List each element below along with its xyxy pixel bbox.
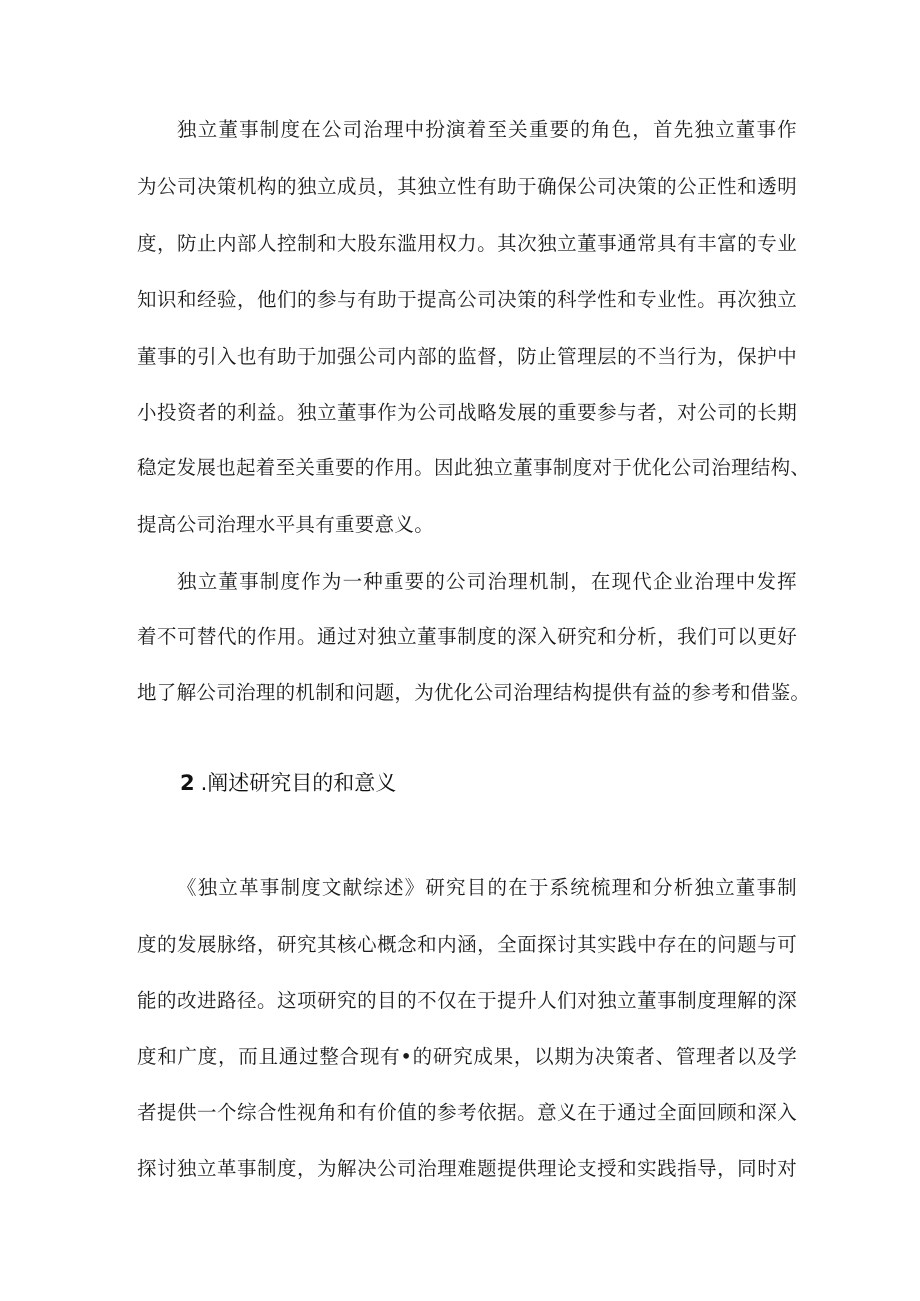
paragraph-line: 《独立革事制度文献综述》研究目的在于系统梳理和分析独立董事制 bbox=[177, 876, 797, 899]
paragraph-line: 能的改进路径。这项研究的目的不仅在于提升人们对独立董事制度理解的深 bbox=[137, 989, 797, 1012]
paragraph-line: 度，防止内部人控制和大股东滥用权力。其次独立董事通常具有丰富的专业 bbox=[137, 232, 797, 255]
paragraph-line: 独立董事制度在公司治理中扮演着至关重要的角色，首先独立董事作 bbox=[177, 118, 797, 141]
paragraph-line: 探讨独立革事制度，为解决公司治理难题提供理论支授和实践指导，同时对 bbox=[137, 1157, 797, 1180]
paragraph-line: 小投资者的利益。独立董事作为公司战略发展的重要参与者，对公司的长期 bbox=[137, 401, 797, 424]
paragraph-line: 度和广度，而且通过整合现有•的研究成果，以期为决策者、管理者以及学 bbox=[137, 1045, 797, 1068]
section-heading bbox=[180, 770, 396, 796]
paragraph-line: 地了解公司治理的机制和问题，为优化公司治理结构提供有益的参考和借鉴。 bbox=[137, 681, 811, 704]
paragraph-line: 提高公司治理水平具有重要意义。 bbox=[137, 513, 435, 536]
paragraph-line: 稳定发展也起着至关重要的作用。因此独立董事制度对于优化公司治理结构、 bbox=[137, 456, 811, 479]
section-number: 2 bbox=[180, 771, 195, 795]
paragraph-line: 者提供一个综合性视角和有价值的参考依据。意义在于通过全面回顾和深入 bbox=[137, 1101, 797, 1124]
paragraph-line: 着不可替代的作用。通过对独立董事制度的深入研究和分析，我们可以更好 bbox=[137, 625, 797, 648]
paragraph-line: 知识和经验，他们的参与有助于提高公司决策的科学性和专业性。再次独立 bbox=[137, 288, 797, 311]
paragraph-line: 度的发展脉络，研究其核心概念和内涵，全面探讨其实践中存在的问题与可 bbox=[137, 933, 797, 956]
paragraph-line: 独立董事制度作为一种重要的公司治理机制，在现代企业治理中发挥 bbox=[177, 570, 797, 593]
paragraph-line: 董事的引入也有助于加强公司内部的监督，防止管理层的不当行为，保护中 bbox=[137, 345, 797, 368]
paragraph-line: 为公司决策机构的独立成员，其独立性有助于确保公司决策的公正性和透明 bbox=[137, 175, 797, 198]
section-title: .阐述研究目的和意义 bbox=[200, 771, 397, 795]
